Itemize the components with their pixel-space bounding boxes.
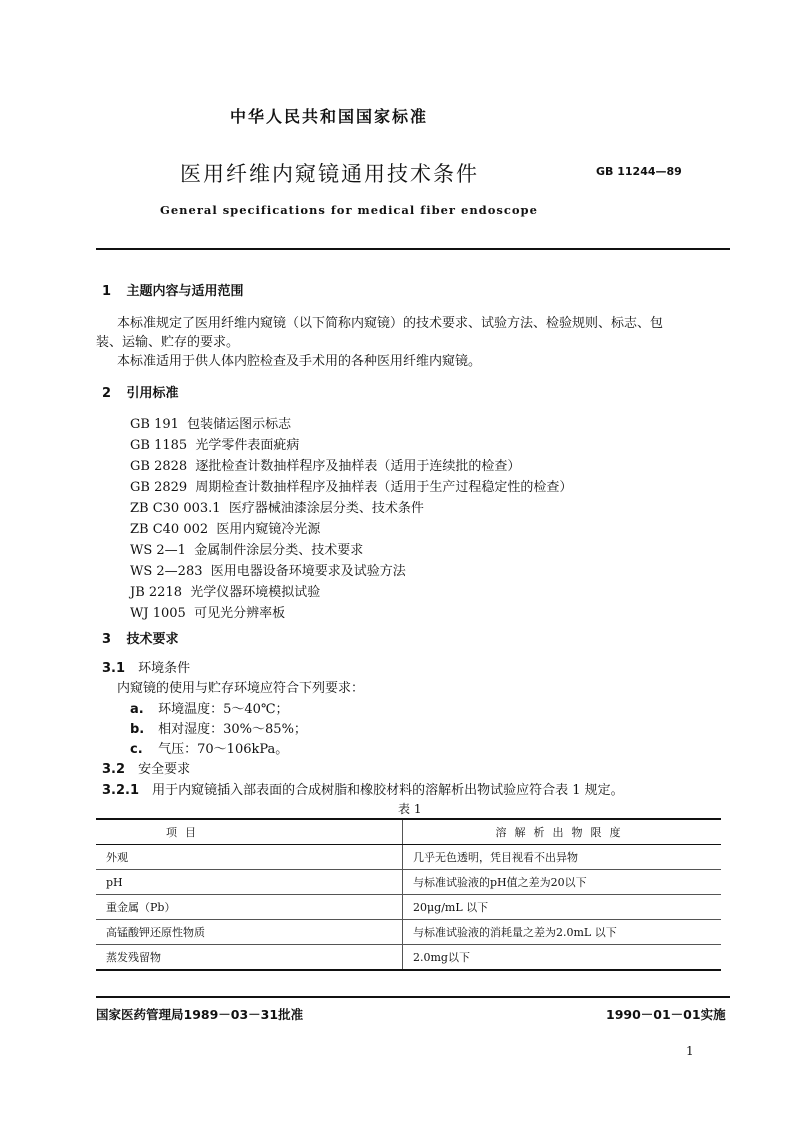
reference-title: 包装储运图示标志 — [187, 417, 292, 432]
reference-title: 逐批检查计数抽样程序及抽样表（适用于连续批的检查） — [195, 459, 521, 474]
list-label: c. — [130, 742, 143, 757]
table-cell: 2.0mg以下 — [403, 945, 722, 971]
reference-code: ZB C40 002 — [130, 522, 209, 537]
table-caption: 表 1 — [398, 802, 422, 816]
english-title: General specifications for medical fiber endoscope — [160, 203, 538, 217]
table-row — [96, 845, 721, 870]
list-item — [130, 698, 289, 717]
section-3-heading — [102, 628, 179, 647]
reference-item — [130, 413, 291, 432]
clause-3-2-1 — [102, 779, 624, 798]
reference-title: 医用电器设备环境要求及试验方法 — [210, 564, 406, 579]
document-title: 医用纤维内窥镜通用技术条件 — [180, 162, 479, 186]
reference-title: 周期检查计数抽样程序及抽样表（适用于生产过程稳定性的检查） — [195, 480, 573, 495]
approval-date: 国家医药管理局1989－03－31批准 — [96, 1007, 304, 1022]
list-label: a. — [130, 702, 144, 717]
subsection-number: 3.2 — [102, 762, 126, 777]
clause-number: 3.2.1 — [102, 783, 140, 798]
table-row — [96, 870, 721, 895]
section-number: 1 — [102, 284, 112, 299]
table-cell: 重金属（Pb） — [96, 895, 403, 920]
list-text: 相对湿度：30%～85%； — [158, 722, 307, 737]
subsection-3-1-heading — [102, 657, 190, 676]
effective-date: 1990－01－01实施 — [606, 1007, 726, 1022]
reference-code: GB 2828 — [130, 459, 188, 474]
reference-item — [130, 455, 520, 474]
table-cell: 20μg/mL 以下 — [403, 895, 722, 920]
table-1 — [96, 818, 721, 971]
list-item — [130, 738, 288, 757]
reference-item — [130, 539, 363, 558]
reference-item — [130, 560, 406, 579]
list-text: 气压：70～106kPa。 — [158, 742, 289, 757]
section-number: 3 — [102, 632, 112, 647]
reference-code: WJ 1005 — [130, 606, 186, 621]
footer-rule — [96, 996, 730, 998]
section-2-heading — [102, 382, 179, 401]
reference-item — [130, 434, 299, 453]
table-cell: 与标准试验液的消耗量之差为2.0mL 以下 — [403, 920, 722, 945]
reference-item — [130, 602, 285, 621]
paragraph-line: 装、运输、贮存的要求。 — [96, 335, 240, 350]
clause-text: 用于内窥镜插入部表面的合成树脂和橡胶材料的溶解析出物试验应符合表 1 规定。 — [152, 783, 624, 798]
section-1-heading — [102, 280, 244, 299]
reference-code: GB 1185 — [130, 438, 188, 453]
section-title: 技术要求 — [126, 632, 179, 647]
table-cell: 高锰酸钾还原性物质 — [96, 920, 403, 945]
table-header-row — [96, 819, 721, 845]
table-row — [96, 945, 721, 971]
reference-item — [130, 518, 320, 537]
table-header-cell: 溶解析出物限度 — [403, 819, 722, 845]
list-text: 环境温度：5～40℃； — [158, 702, 289, 717]
table-cell: 几乎无色透明，凭目视看不出异物 — [403, 845, 722, 870]
reference-title: 可见光分辨率板 — [194, 606, 286, 621]
reference-code: WS 2—1 — [130, 543, 186, 558]
header-rule — [96, 248, 730, 250]
table-cell: pH — [96, 870, 403, 895]
paragraph-line: 内窥镜的使用与贮存环境应符合下列要求： — [117, 681, 365, 696]
page-number: 1 — [686, 1044, 694, 1058]
paragraph-line: 本标准规定了医用纤维内窥镜（以下简称内窥镜）的技术要求、试验方法、检验规则、标志、包 — [117, 316, 664, 331]
table-cell: 外观 — [96, 845, 403, 870]
section-title: 主题内容与适用范围 — [126, 284, 244, 299]
reference-code: GB 2829 — [130, 480, 188, 495]
reference-item — [130, 497, 424, 516]
reference-item — [130, 476, 572, 495]
reference-item — [130, 581, 320, 600]
table-row — [96, 895, 721, 920]
subsection-number: 3.1 — [102, 661, 126, 676]
paragraph-line: 本标准适用于供人体内腔检查及手术用的各种医用纤维内窥镜。 — [117, 354, 482, 369]
reference-title: 金属制件涂层分类、技术要求 — [194, 543, 364, 558]
section-title: 引用标准 — [126, 386, 179, 401]
reference-title: 光学仪器环境模拟试验 — [190, 585, 321, 600]
subsection-title: 环境条件 — [138, 661, 191, 676]
reference-title: 医疗器械油漆涂层分类、技术条件 — [228, 501, 424, 516]
table-header-cell: 项目 — [96, 819, 403, 845]
reference-title: 光学零件表面疵病 — [195, 438, 300, 453]
reference-code: WS 2—283 — [130, 564, 203, 579]
table-cell: 蒸发残留物 — [96, 945, 403, 971]
reference-code: ZB C30 003.1 — [130, 501, 221, 516]
subsection-3-2-heading — [102, 758, 190, 777]
section-number: 2 — [102, 386, 112, 401]
standard-org: 中华人民共和国国家标准 — [230, 107, 429, 126]
list-item — [130, 718, 307, 737]
list-label: b. — [130, 722, 145, 737]
standard-code: GB 11244—89 — [596, 165, 682, 178]
table-row — [96, 920, 721, 945]
reference-code: JB 2218 — [130, 585, 182, 600]
table-cell: 与标准试验液的pH值之差为20以下 — [403, 870, 722, 895]
reference-title: 医用内窥镜冷光源 — [216, 522, 321, 537]
reference-code: GB 191 — [130, 417, 179, 432]
subsection-title: 安全要求 — [138, 762, 191, 777]
